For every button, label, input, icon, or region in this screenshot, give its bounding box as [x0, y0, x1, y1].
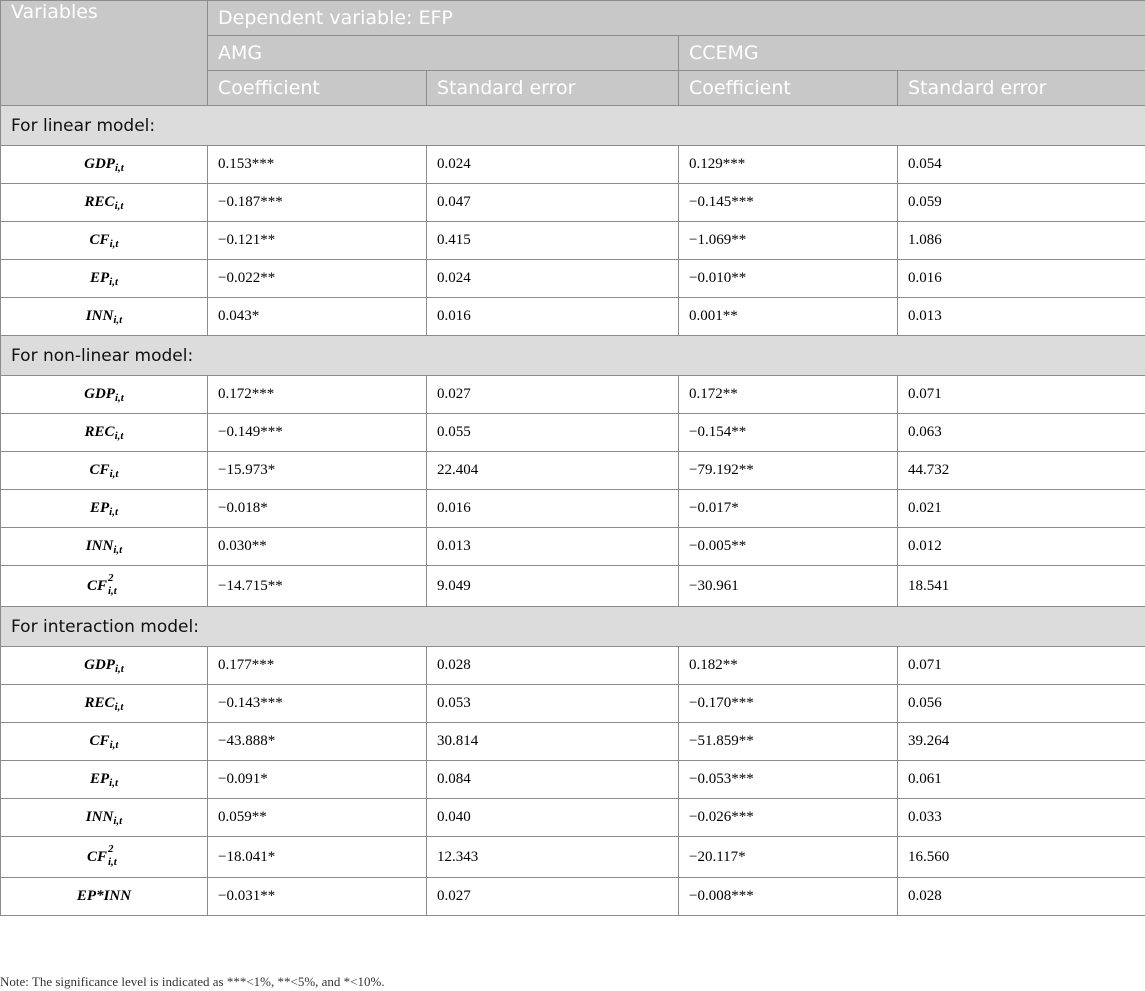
variable-name: EP: [89, 269, 110, 286]
ccemg-coefficient-cell: −20.117*: [679, 837, 898, 878]
amg-coefficient-cell: −15.973*: [208, 452, 427, 490]
variable-name: GDP: [84, 155, 115, 172]
ccemg-coefficient-cell: −0.145***: [679, 184, 898, 222]
variable-name: CF: [86, 848, 107, 865]
ccemg-coefficient-cell: −0.017*: [679, 490, 898, 528]
header-row-1: [1, 1, 1145, 36]
section-row: [1, 336, 1145, 376]
variable-subscript: i,t: [114, 391, 124, 404]
table-row: [1, 376, 1145, 414]
ccemg-standard-error-cell: 0.071: [898, 376, 1145, 414]
variable-cell: [1, 647, 208, 685]
variable-subscript: i,t: [114, 199, 124, 212]
amg-header: AMG: [208, 36, 679, 71]
amg-coefficient-cell: −14.715**: [208, 566, 427, 607]
section-title: For linear model:: [1, 106, 1145, 146]
sub-super-script: [107, 572, 121, 598]
amg-standard-error-cell: 0.016: [427, 490, 679, 528]
variable-name: EP: [89, 770, 110, 787]
ccemg-standard-error-cell: 0.016: [898, 260, 1145, 298]
amg-standard-error-cell: 0.027: [427, 376, 679, 414]
ccemg-coefficient-cell: 0.182**: [679, 647, 898, 685]
variable-cell: [1, 878, 208, 916]
variable-cell: [1, 761, 208, 799]
table-row: [1, 723, 1145, 761]
ccemg-standard-error-cell: 0.012: [898, 528, 1145, 566]
ccemg-coefficient-cell: −0.154**: [679, 414, 898, 452]
variable-name: INN: [85, 537, 114, 554]
ccemg-standard-error-cell: 44.732: [898, 452, 1145, 490]
variable-cell: [1, 723, 208, 761]
variable-name: REC: [84, 423, 115, 440]
dependent-variable-header: Dependent variable: EFP: [208, 1, 1145, 36]
amg-standard-error-cell: 30.814: [427, 723, 679, 761]
variable-name: CF: [89, 732, 110, 749]
variable-name: INN: [85, 808, 114, 825]
variable-subscript: i,t: [109, 505, 119, 518]
amg-standard-error-cell: 0.040: [427, 799, 679, 837]
amg-standard-error-cell: 9.049: [427, 566, 679, 607]
variable-subscript: i,t: [113, 543, 123, 556]
variable-cell: [1, 298, 208, 336]
variable-cell: [1, 566, 208, 607]
ccemg-coefficient-cell: −0.010**: [679, 260, 898, 298]
table-row: [1, 566, 1145, 607]
amg-coefficient-cell: 0.177***: [208, 647, 427, 685]
variable-subscript: i,t: [109, 776, 119, 789]
ccemg-standard-error-cell: 16.560: [898, 837, 1145, 878]
amg-standard-error-cell: 0.024: [427, 260, 679, 298]
amg-standard-error-cell: 0.016: [427, 298, 679, 336]
significance-note: Note: The significance level is indicated as ***<1%, **<5%, and *<10%.: [0, 974, 385, 989]
table-row: [1, 146, 1145, 184]
amg-standard-error-cell: 0.055: [427, 414, 679, 452]
ccemg-standard-error-cell: 0.033: [898, 799, 1145, 837]
ccemg-coefficient-cell: −0.170***: [679, 685, 898, 723]
amg-coefficient-cell: 0.172***: [208, 376, 427, 414]
ccemg-standard-error-cell: 0.056: [898, 685, 1145, 723]
amg-coefficient-cell: 0.059**: [208, 799, 427, 837]
amg-coefficient-cell: −0.143***: [208, 685, 427, 723]
ccemg-coefficient-cell: −1.069**: [679, 222, 898, 260]
variable-subscript: i,t: [109, 738, 119, 751]
variable-cell: [1, 685, 208, 723]
variable-name: CF: [86, 577, 107, 594]
variable-cell: [1, 837, 208, 878]
variable-cell: [1, 528, 208, 566]
section-row: [1, 106, 1145, 146]
variable-name: CF: [89, 231, 110, 248]
ccemg-coefficient-cell: −30.961: [679, 566, 898, 607]
variable-subscript: i,t: [109, 237, 119, 250]
amg-standard-error-header: Standard error: [427, 71, 679, 106]
table-row: [1, 452, 1145, 490]
amg-standard-error-cell: 0.047: [427, 184, 679, 222]
amg-standard-error-cell: 12.343: [427, 837, 679, 878]
amg-coefficient-cell: −0.149***: [208, 414, 427, 452]
ccemg-header: CCEMG: [679, 36, 1145, 71]
table-row: [1, 528, 1145, 566]
ccemg-coefficient-cell: 0.001**: [679, 298, 898, 336]
amg-coefficient-header: Coefficient: [208, 71, 427, 106]
ccemg-coefficient-header: Coefficient: [679, 71, 898, 106]
variable-cell: [1, 414, 208, 452]
amg-standard-error-cell: 0.053: [427, 685, 679, 723]
amg-coefficient-cell: −18.041*: [208, 837, 427, 878]
variable-cell: [1, 222, 208, 260]
variable-cell: [1, 146, 208, 184]
variable-name: GDP: [84, 385, 115, 402]
variable-cell: [1, 376, 208, 414]
variable-subscript: i,t: [114, 662, 124, 675]
amg-coefficient-cell: −0.022**: [208, 260, 427, 298]
variable-subscript: i,t: [109, 467, 119, 480]
amg-standard-error-cell: 0.084: [427, 761, 679, 799]
variable-superscript: 2: [108, 843, 114, 856]
amg-coefficient-cell: −0.091*: [208, 761, 427, 799]
variable-cell: [1, 799, 208, 837]
table-row: [1, 878, 1145, 916]
table-row: [1, 298, 1145, 336]
ccemg-standard-error-cell: 0.054: [898, 146, 1145, 184]
ccemg-standard-error-cell: 1.086: [898, 222, 1145, 260]
ccemg-coefficient-cell: 0.172**: [679, 376, 898, 414]
amg-coefficient-cell: 0.030**: [208, 528, 427, 566]
ccemg-standard-error-cell: 0.013: [898, 298, 1145, 336]
ccemg-standard-error-cell: 0.063: [898, 414, 1145, 452]
amg-coefficient-cell: 0.153***: [208, 146, 427, 184]
variable-subscript: i,t: [113, 313, 123, 326]
table-body: [1, 106, 1145, 916]
ccemg-standard-error-cell: 39.264: [898, 723, 1145, 761]
variable-name: EP*INN: [76, 888, 132, 904]
variable-name: CF: [89, 461, 110, 478]
amg-standard-error-cell: 0.415: [427, 222, 679, 260]
variable-cell: [1, 490, 208, 528]
section-title: For non-linear model:: [1, 336, 1145, 376]
amg-standard-error-cell: 0.028: [427, 647, 679, 685]
ccemg-coefficient-cell: 0.129***: [679, 146, 898, 184]
ccemg-coefficient-cell: −0.053***: [679, 761, 898, 799]
variable-subscript: i,t: [114, 429, 124, 442]
variable-superscript: 2: [108, 572, 114, 585]
amg-coefficient-cell: −0.018*: [208, 490, 427, 528]
table-row: [1, 414, 1145, 452]
amg-standard-error-cell: 0.024: [427, 146, 679, 184]
amg-standard-error-cell: 0.027: [427, 878, 679, 916]
sub-super-script: [107, 843, 121, 869]
table-row: [1, 490, 1145, 528]
table-row: [1, 761, 1145, 799]
amg-coefficient-cell: −0.031**: [208, 878, 427, 916]
ccemg-coefficient-cell: −0.026***: [679, 799, 898, 837]
amg-standard-error-cell: 22.404: [427, 452, 679, 490]
amg-coefficient-cell: −43.888*: [208, 723, 427, 761]
table-row: [1, 647, 1145, 685]
ccemg-coefficient-cell: −0.005**: [679, 528, 898, 566]
variable-subscript: i,t: [114, 700, 124, 713]
amg-coefficient-cell: −0.121**: [208, 222, 427, 260]
ccemg-coefficient-cell: −79.192**: [679, 452, 898, 490]
variable-name: INN: [85, 307, 114, 324]
variable-cell: [1, 184, 208, 222]
amg-coefficient-cell: −0.187***: [208, 184, 427, 222]
amg-standard-error-cell: 0.013: [427, 528, 679, 566]
variable-cell: [1, 452, 208, 490]
table-row: [1, 222, 1145, 260]
ccemg-standard-error-cell: 0.028: [898, 878, 1145, 916]
table-row: [1, 184, 1145, 222]
amg-coefficient-cell: 0.043*: [208, 298, 427, 336]
variable-subscript: i,t: [108, 856, 117, 869]
table-row: [1, 837, 1145, 878]
ccemg-standard-error-cell: 0.059: [898, 184, 1145, 222]
variable-subscript: i,t: [114, 161, 124, 174]
variable-name: REC: [84, 694, 115, 711]
variable-name: GDP: [84, 656, 115, 673]
variable-cell: [1, 260, 208, 298]
section-row: [1, 607, 1145, 647]
table-row: [1, 799, 1145, 837]
variable-subscript: i,t: [113, 814, 123, 827]
ccemg-coefficient-cell: −51.859**: [679, 723, 898, 761]
variable-name: EP: [89, 499, 110, 516]
table-row: [1, 685, 1145, 723]
variable-name: REC: [84, 193, 115, 210]
table-row: [1, 260, 1145, 298]
variables-header: Variables: [1, 1, 208, 106]
ccemg-standard-error-header: Standard error: [898, 71, 1145, 106]
variable-subscript: i,t: [108, 585, 117, 598]
ccemg-standard-error-cell: 0.061: [898, 761, 1145, 799]
variable-subscript: i,t: [109, 275, 119, 288]
ccemg-standard-error-cell: 18.541: [898, 566, 1145, 607]
ccemg-standard-error-cell: 0.071: [898, 647, 1145, 685]
ccemg-coefficient-cell: −0.008***: [679, 878, 898, 916]
ccemg-standard-error-cell: 0.021: [898, 490, 1145, 528]
section-title: For interaction model:: [1, 607, 1145, 647]
